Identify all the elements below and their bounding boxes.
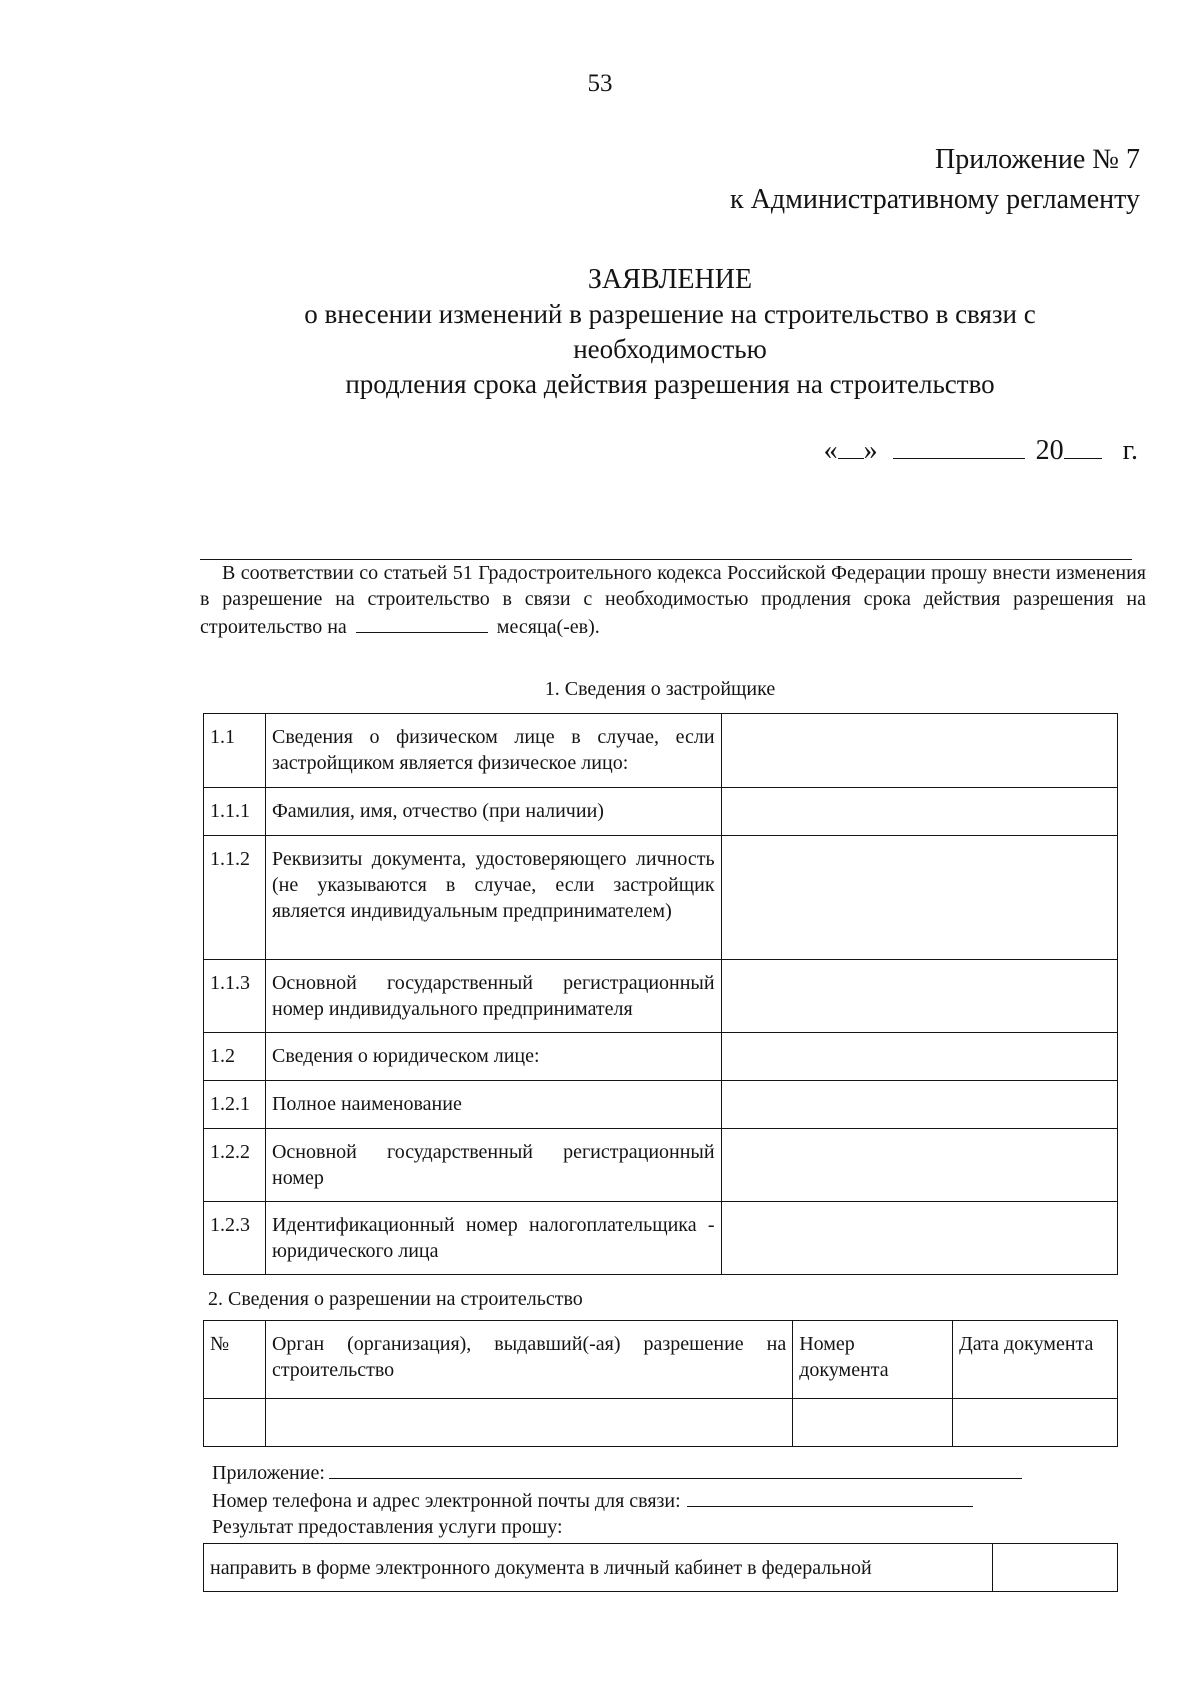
row-number: 1.2.1 [204,1081,266,1129]
developer-row [204,1202,1118,1275]
row-label: Основной государственный регистрационный номер индивидуального предпринимателя [265,960,721,1033]
permit-col-number: № [204,1321,266,1399]
developer-row [204,960,1118,1033]
intro-months-unit: месяца(-ев). [496,616,600,638]
result-option-mark[interactable] [993,1544,1118,1592]
row-number: 1.1.3 [204,960,266,1033]
permit-data-row [204,1399,1118,1447]
developer-row [204,836,1118,960]
result-line [212,1514,1022,1540]
row-label: Фамилия, имя, отчество (при наличии) [265,788,721,836]
row-label: Полное наименование [265,1081,721,1129]
permit-col-doc-date: Дата документа [953,1321,1118,1399]
result-options-table [203,1543,1118,1592]
row-value-cell[interactable] [721,1202,1117,1275]
developer-row [204,1081,1118,1129]
title-line-2: необходимостью [573,334,767,364]
result-option-text: направить в форме электронного документа в личный кабинет в федеральной [204,1544,993,1592]
page-number: 53 [587,70,613,97]
developer-row [204,714,1118,788]
row-number: 1.2.2 [204,1129,266,1202]
title-line-3: продления срока действия разрешения на строительство [345,369,995,399]
appendix-header [730,140,1140,220]
permit-authority-cell[interactable] [265,1399,792,1447]
intro-paragraph [200,560,1146,640]
months-blank[interactable] [356,612,488,633]
permit-info-table [203,1320,1118,1447]
result-option-row [204,1544,1118,1592]
contact-line [212,1486,1022,1514]
developer-row [204,788,1118,836]
permit-number-cell[interactable] [204,1399,266,1447]
appendix-reference: к Административному регламенту [730,184,1140,215]
day-blank[interactable] [838,430,864,459]
month-blank[interactable] [893,430,1025,459]
permit-doc-date-cell[interactable] [953,1399,1118,1447]
year-prefix: 20 [1035,435,1064,466]
row-label: Основной государственный регистрационный номер [265,1129,721,1202]
row-number: 1.2.3 [204,1202,266,1275]
title-line-1: о внесении изменений в разрешение на строительство в связи с [304,299,1036,329]
result-label: Результат предоставления услуги прошу: [212,1516,563,1538]
permit-col-authority: Орган (организация), выдавший(-ая) разрешение на строительство [265,1321,792,1399]
section-1-title: 1. Сведения о застройщике [544,678,776,700]
intro-text: В соответствии со статьей 51 Градостроительного кодекса Российской Федерации прошу внести изменения в разрешение на строительство в связи с необходимостью продления срока действия разрешения на строительство на [200,562,1146,638]
permit-doc-number-cell[interactable] [793,1399,953,1447]
row-number: 1.2 [204,1033,266,1081]
developer-row [204,1033,1118,1081]
row-number: 1.1.2 [204,836,266,960]
date-quote-close: » [863,435,878,466]
row-value-cell[interactable] [721,1033,1117,1081]
attachment-line [212,1458,1022,1486]
row-value-cell[interactable] [721,836,1117,960]
developer-row [204,1129,1118,1202]
date-line [824,430,1138,467]
row-value-cell[interactable] [721,714,1117,788]
year-suffix: г. [1122,435,1138,466]
year-blank[interactable] [1064,430,1102,459]
attachment-label: Приложение: [212,1462,325,1484]
footer-fields [212,1458,1022,1540]
row-value-cell[interactable] [721,788,1117,836]
row-label: Сведения о юридическом лице: [265,1033,721,1081]
document-title [0,262,1200,402]
developer-info-table [203,713,1118,1275]
appendix-number: Приложение № 7 [935,144,1140,175]
date-quote-open: « [823,435,838,466]
row-label: Сведения о физическом лице в случае, если застройщиком является физическое лицо: [265,714,721,788]
permit-col-doc-number: Номер документа [793,1321,953,1399]
row-value-cell[interactable] [721,1129,1117,1202]
row-label: Реквизиты документа, удостоверяющего личность (не указываются в случае, если застройщик является индивидуальным предпринимателем) [265,836,721,960]
title-heading: ЗАЯВЛЕНИЕ [587,264,753,295]
contact-blank[interactable] [687,1486,973,1507]
row-number: 1.1.1 [204,788,266,836]
contact-label: Номер телефона и адрес электронной почты для связи: [212,1490,681,1512]
row-value-cell[interactable] [721,1081,1117,1129]
section-2-title: 2. Сведения о разрешении на строительство [208,1288,583,1310]
row-label: Идентификационный номер налогоплательщика - юридического лица [265,1202,721,1275]
row-value-cell[interactable] [721,960,1117,1033]
row-number: 1.1 [204,714,266,788]
attachment-blank[interactable] [329,1458,1022,1479]
permit-header-row [204,1321,1118,1399]
